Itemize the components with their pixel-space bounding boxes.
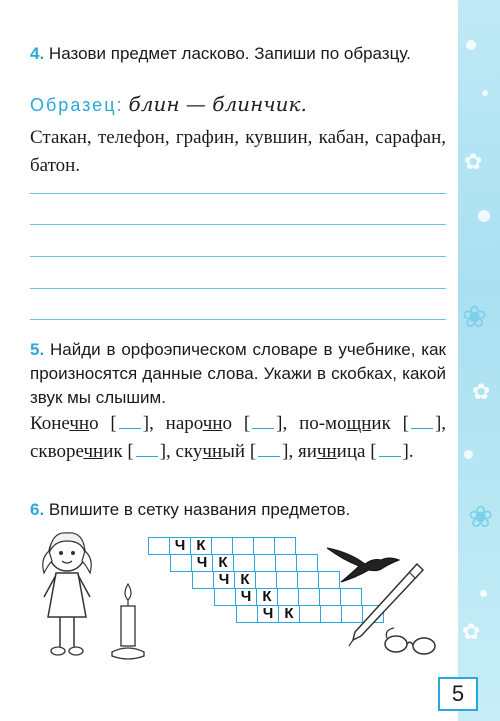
flower-icon: ✿ bbox=[472, 380, 491, 405]
task5-number: 5. bbox=[30, 340, 45, 359]
grid-cell[interactable] bbox=[319, 588, 341, 606]
decor-dot bbox=[478, 210, 490, 222]
sample-handwriting: блин — блинчик. bbox=[128, 92, 307, 116]
word-pomoshchnik: по-мощник bbox=[299, 413, 391, 434]
task4-sample bbox=[30, 92, 446, 116]
grid-cell[interactable] bbox=[320, 605, 342, 623]
answer-blank[interactable] bbox=[258, 442, 280, 457]
word-narochno: нарочно bbox=[165, 413, 232, 434]
word-skuchny: скучный bbox=[175, 441, 246, 462]
grid-cell[interactable] bbox=[236, 605, 258, 623]
decor-dot bbox=[480, 590, 487, 597]
page-number: 5 bbox=[438, 677, 478, 711]
sample-label: Образец: bbox=[30, 95, 124, 115]
flower-icon: ✿ bbox=[462, 620, 481, 645]
task4-words: Стакан, телефон, графин, кувшин, кабан, сарафан, батон. bbox=[30, 127, 446, 176]
grid-cell[interactable]: Ч bbox=[213, 571, 235, 589]
answer-blank[interactable] bbox=[136, 442, 158, 457]
answer-blank[interactable] bbox=[252, 414, 274, 429]
grid-cell[interactable] bbox=[255, 571, 277, 589]
swirl-icon: ❀ bbox=[462, 300, 488, 335]
task5-instruction: Найди в орфоэпическом словаре в учебнике, как произносятся данные слова. Укажи в скобках, какой звук мы слышим. bbox=[30, 340, 446, 407]
grid-cell[interactable] bbox=[276, 571, 298, 589]
writing-line[interactable] bbox=[30, 319, 446, 320]
grid-cell[interactable] bbox=[170, 554, 192, 572]
glasses-illustration bbox=[382, 624, 442, 660]
decor-dot bbox=[464, 450, 473, 459]
grid-cell[interactable]: Ч bbox=[169, 537, 191, 555]
grid-cell[interactable]: К bbox=[212, 554, 234, 572]
task4-instruction-block bbox=[30, 42, 446, 66]
grid-cell[interactable] bbox=[277, 588, 299, 606]
grid-cell[interactable] bbox=[299, 605, 321, 623]
task5-instruction-block bbox=[30, 338, 446, 410]
grid-cell[interactable] bbox=[214, 588, 236, 606]
writing-line[interactable] bbox=[30, 193, 446, 194]
grid-cell[interactable]: К bbox=[256, 588, 278, 606]
writing-line[interactable] bbox=[30, 224, 446, 225]
task4-instruction: Назови предмет ласково. Запиши по образцу. bbox=[48, 44, 411, 63]
grid-cell[interactable] bbox=[298, 588, 320, 606]
word-konechno: Конечно bbox=[30, 413, 99, 434]
writing-line[interactable] bbox=[30, 288, 446, 289]
swirl-icon: ❀ bbox=[468, 500, 494, 535]
flower-icon: ✿ bbox=[464, 150, 483, 175]
task6-number: 6. bbox=[30, 500, 45, 519]
grid-cell[interactable]: К bbox=[278, 605, 300, 623]
task5-words: Конечно [ ], нарочно [ ], по-мощник [ ], скворечник [ ], скучный [ ], яичница [ ]. bbox=[30, 413, 447, 462]
candle-illustration bbox=[108, 582, 148, 664]
task6-instruction: Впишите в сетку названия предметов. bbox=[48, 500, 351, 519]
task4-number: 4. bbox=[30, 44, 45, 63]
word-skvorechnik: скворечник bbox=[30, 441, 123, 462]
grid-cell[interactable] bbox=[274, 537, 296, 555]
answer-blank[interactable] bbox=[379, 442, 401, 457]
grid-cell[interactable] bbox=[253, 537, 275, 555]
word-yaichnitsa: яичница bbox=[298, 441, 366, 462]
grid-cell[interactable] bbox=[296, 554, 318, 572]
grid-cell[interactable] bbox=[148, 537, 170, 555]
grid-cell[interactable] bbox=[297, 571, 319, 589]
girl-illustration bbox=[32, 525, 102, 665]
writing-line[interactable] bbox=[30, 256, 446, 257]
answer-blank[interactable] bbox=[411, 414, 433, 429]
decor-dot bbox=[482, 90, 488, 96]
decor-dot bbox=[466, 40, 476, 50]
answer-blank[interactable] bbox=[119, 414, 141, 429]
grid-cell[interactable]: К bbox=[190, 537, 212, 555]
grid-cell[interactable]: К bbox=[234, 571, 256, 589]
task6-instruction-block bbox=[30, 498, 446, 522]
decorative-side-strip bbox=[458, 0, 500, 721]
grid-cell[interactable]: Ч bbox=[191, 554, 213, 572]
grid-cell[interactable] bbox=[254, 554, 276, 572]
grid-cell[interactable] bbox=[233, 554, 255, 572]
grid-cell[interactable] bbox=[192, 571, 214, 589]
grid-cell[interactable]: Ч bbox=[235, 588, 257, 606]
grid-cell[interactable] bbox=[232, 537, 254, 555]
grid-cell[interactable]: Ч bbox=[257, 605, 279, 623]
grid-cell[interactable] bbox=[275, 554, 297, 572]
grid-cell[interactable] bbox=[211, 537, 233, 555]
